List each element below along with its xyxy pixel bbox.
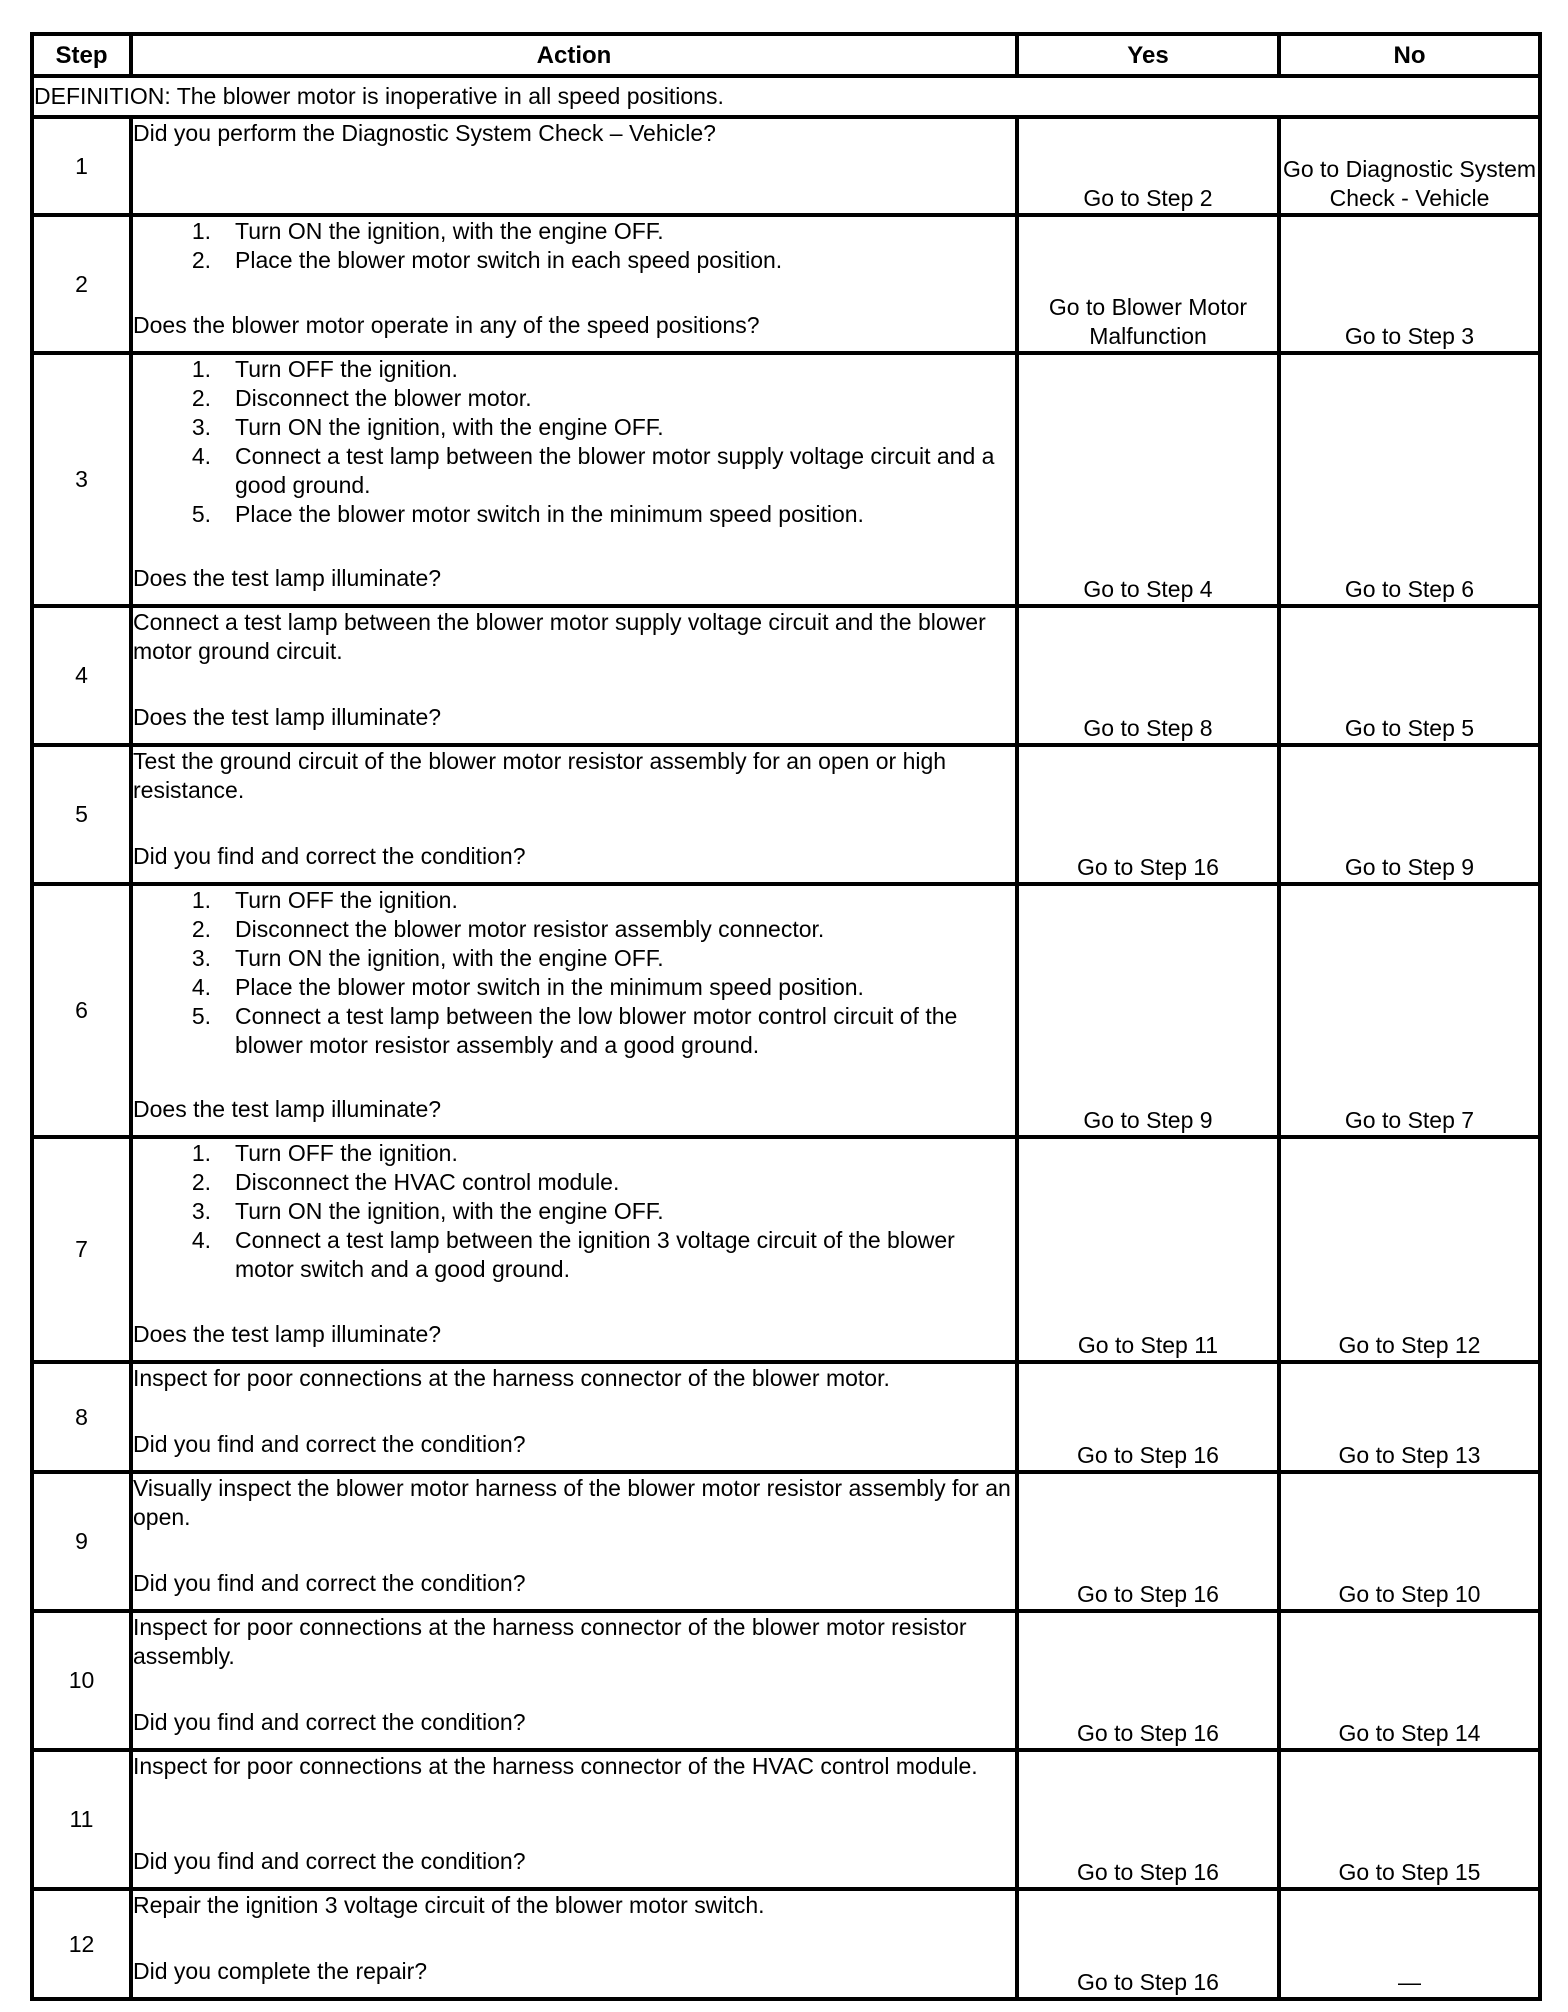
action-body: [133, 119, 1015, 202]
action-body: [133, 1891, 1015, 1957]
action-content: [133, 608, 1015, 732]
step-number: 7: [32, 1137, 131, 1362]
substep-list: [133, 886, 1015, 1060]
substep-text: Turn OFF the ignition.: [235, 1140, 458, 1166]
yes-result: Go to Step 11: [1017, 1137, 1279, 1362]
substep-item: [133, 384, 1015, 413]
action-cell: [131, 1362, 1017, 1472]
action-instruction: Inspect for poor connections at the harness connector of the HVAC control module.: [133, 1753, 978, 1779]
header-row: [32, 34, 1540, 76]
definition-text: DEFINITION: The blower motor is inoperative in all speed positions.: [32, 76, 1540, 117]
step-number: 8: [32, 1362, 131, 1472]
substep-item: [133, 355, 1015, 384]
table-row: [32, 1362, 1540, 1472]
table-row: [32, 745, 1540, 884]
substep-item: [133, 973, 1015, 1002]
action-question: Does the test lamp illuminate?: [133, 565, 442, 591]
table-row: [32, 1750, 1540, 1889]
table-row: [32, 606, 1540, 745]
table-row: [32, 215, 1540, 353]
header-no: No: [1279, 34, 1540, 76]
step-number: 12: [32, 1889, 131, 1999]
substep-item: [133, 246, 1015, 275]
step-number: 9: [32, 1472, 131, 1611]
definition-row: [32, 76, 1540, 117]
no-result: Go to Step 3: [1279, 215, 1540, 353]
step-number: 1: [32, 117, 131, 215]
action-question: Does the test lamp illuminate?: [133, 1321, 442, 1347]
action-question: Did you complete the repair?: [133, 1958, 428, 1984]
substep-item: [133, 217, 1015, 246]
substep-number: 5.: [191, 1003, 211, 1029]
action-body: [133, 886, 1015, 1095]
step-number: 10: [32, 1611, 131, 1750]
action-question: Does the blower motor operate in any of the speed positions?: [133, 312, 760, 338]
action-content: [133, 747, 1015, 871]
yes-result: Go to Step 9: [1017, 884, 1279, 1137]
yes-result: Go to Step 16: [1017, 1611, 1279, 1750]
action-instruction: Did you perform the Diagnostic System Check – Vehicle?: [133, 120, 716, 146]
substep-item: [133, 886, 1015, 915]
action-instruction: Repair the ignition 3 voltage circuit of the blower motor switch.: [133, 1892, 765, 1918]
no-result: Go to Step 7: [1279, 884, 1540, 1137]
substep-list: [133, 1139, 1015, 1284]
action-content: [133, 1613, 1015, 1737]
action-content: [133, 1139, 1015, 1349]
step-number: 11: [32, 1750, 131, 1889]
action-cell: [131, 215, 1017, 353]
substep-number: 1.: [191, 218, 211, 244]
action-body: [133, 1139, 1015, 1320]
step-number: 3: [32, 353, 131, 606]
substep-item: [133, 500, 1015, 529]
yes-result: Go to Step 16: [1017, 745, 1279, 884]
action-instruction: Inspect for poor connections at the harness connector of the blower motor resistor assembly.: [133, 1614, 967, 1669]
substep-item: [133, 915, 1015, 944]
action-cell: [131, 1750, 1017, 1889]
no-result: Go to Step 5: [1279, 606, 1540, 745]
action-content: [133, 1364, 1015, 1459]
substep-text: Connect a test lamp between the ignition 3 voltage circuit of the blower motor switch and a good ground.: [235, 1227, 955, 1282]
table-row: [32, 884, 1540, 1137]
action-question: Did you find and correct the condition?: [133, 1431, 526, 1457]
no-result: Go to Step 12: [1279, 1137, 1540, 1362]
substep-text: Disconnect the blower motor resistor assembly connector.: [235, 916, 825, 942]
action-question: Did you find and correct the condition?: [133, 1848, 526, 1874]
substep-item: [133, 1226, 1015, 1284]
substep-number: 4.: [191, 974, 211, 1000]
diagnostic-table: [30, 32, 1542, 2001]
yes-result: Go to Step 8: [1017, 606, 1279, 745]
action-question: Did you find and correct the condition?: [133, 1709, 526, 1735]
action-question: Did you find and correct the condition?: [133, 843, 526, 869]
action-content: [133, 355, 1015, 593]
substep-item: [133, 413, 1015, 442]
substep-number: 5.: [191, 501, 211, 527]
header-yes: Yes: [1017, 34, 1279, 76]
action-body: [133, 1474, 1015, 1569]
action-instruction: Test the ground circuit of the blower motor resistor assembly for an open or high resistance.: [133, 748, 947, 803]
action-content: [133, 1752, 1015, 1876]
action-body: [133, 608, 1015, 703]
action-body: [133, 1752, 1015, 1847]
action-question: Does the test lamp illuminate?: [133, 1096, 442, 1122]
substep-text: Disconnect the blower motor.: [235, 385, 532, 411]
action-cell: [131, 745, 1017, 884]
yes-result: Go to Step 4: [1017, 353, 1279, 606]
action-content: [133, 886, 1015, 1124]
action-cell: [131, 1889, 1017, 1999]
substep-text: Connect a test lamp between the low blower motor control circuit of the blower motor resistor assembly and a good ground.: [235, 1003, 958, 1058]
substep-text: Turn ON the ignition, with the engine OFF.: [235, 945, 664, 971]
substep-number: 1.: [191, 1140, 211, 1166]
no-result: Go to Step 15: [1279, 1750, 1540, 1889]
action-cell: [131, 1137, 1017, 1362]
step-number: 6: [32, 884, 131, 1137]
substep-item: [133, 1139, 1015, 1168]
yes-result: Go to Step 16: [1017, 1750, 1279, 1889]
action-content: [133, 1474, 1015, 1598]
table-row: [32, 353, 1540, 606]
action-body: [133, 747, 1015, 842]
action-body: [133, 217, 1015, 311]
substep-number: 2.: [191, 385, 211, 411]
substep-number: 1.: [191, 356, 211, 382]
substep-text: Turn ON the ignition, with the engine OFF.: [235, 1198, 664, 1224]
table-row: [32, 1472, 1540, 1611]
no-result: Go to Step 10: [1279, 1472, 1540, 1611]
substep-item: [133, 1168, 1015, 1197]
action-cell: [131, 606, 1017, 745]
substep-number: 3.: [191, 1198, 211, 1224]
action-instruction: Inspect for poor connections at the harness connector of the blower motor.: [133, 1365, 890, 1391]
action-cell: [131, 1611, 1017, 1750]
substep-number: 3.: [191, 414, 211, 440]
substep-text: Turn OFF the ignition.: [235, 887, 458, 913]
table-row: [32, 1137, 1540, 1362]
action-body: [133, 1613, 1015, 1708]
substep-text: Turn ON the ignition, with the engine OFF.: [235, 414, 664, 440]
action-question: Does the test lamp illuminate?: [133, 704, 442, 730]
substep-text: Connect a test lamp between the blower motor supply voltage circuit and a good ground.: [235, 443, 995, 498]
action-content: [133, 1891, 1015, 1986]
substep-number: 3.: [191, 945, 211, 971]
no-result: Go to Step 13: [1279, 1362, 1540, 1472]
no-result: Go to Step 6: [1279, 353, 1540, 606]
substep-text: Turn ON the ignition, with the engine OFF.: [235, 218, 664, 244]
action-body: [133, 1364, 1015, 1430]
no-result: —: [1279, 1889, 1540, 1999]
no-result: Go to Step 14: [1279, 1611, 1540, 1750]
substep-item: [133, 944, 1015, 973]
action-cell: [131, 1472, 1017, 1611]
table-row: [32, 1611, 1540, 1750]
action-cell: [131, 117, 1017, 215]
yes-result: Go to Step 16: [1017, 1472, 1279, 1611]
action-instruction: Connect a test lamp between the blower motor supply voltage circuit and the blower motor ground circuit.: [133, 609, 986, 664]
substep-list: [133, 355, 1015, 529]
yes-result: Go to Step 2: [1017, 117, 1279, 215]
substep-number: 4.: [191, 443, 211, 469]
substep-number: 2.: [191, 916, 211, 942]
action-cell: [131, 884, 1017, 1137]
action-cell: [131, 353, 1017, 606]
yes-result: Go to Step 16: [1017, 1362, 1279, 1472]
no-result: Go to Diagnostic System Check - Vehicle: [1279, 117, 1540, 215]
step-number: 5: [32, 745, 131, 884]
substep-number: 4.: [191, 1227, 211, 1253]
substep-item: [133, 1197, 1015, 1226]
substep-number: 2.: [191, 1169, 211, 1195]
action-body: [133, 355, 1015, 564]
substep-text: Place the blower motor switch in each speed position.: [235, 247, 783, 273]
header-action: Action: [131, 34, 1017, 76]
action-instruction: Visually inspect the blower motor harness of the blower motor resistor assembly for an open.: [133, 1475, 1011, 1530]
action-content: [133, 217, 1015, 340]
action-question: Did you find and correct the condition?: [133, 1570, 526, 1596]
action-content: [133, 119, 1015, 202]
substep-text: Disconnect the HVAC control module.: [235, 1169, 620, 1195]
substep-item: [133, 442, 1015, 500]
header-step: Step: [32, 34, 131, 76]
substep-text: Turn OFF the ignition.: [235, 356, 458, 382]
yes-result: Go to Step 16: [1017, 1889, 1279, 1999]
substep-item: [133, 1002, 1015, 1060]
step-number: 4: [32, 606, 131, 745]
substep-list: [133, 217, 1015, 275]
step-number: 2: [32, 215, 131, 353]
table-row: [32, 117, 1540, 215]
substep-number: 2.: [191, 247, 211, 273]
no-result: Go to Step 9: [1279, 745, 1540, 884]
substep-text: Place the blower motor switch in the minimum speed position.: [235, 501, 864, 527]
yes-result: Go to Blower Motor Malfunction: [1017, 215, 1279, 353]
substep-number: 1.: [191, 887, 211, 913]
table-row: [32, 1889, 1540, 1999]
substep-text: Place the blower motor switch in the minimum speed position.: [235, 974, 864, 1000]
